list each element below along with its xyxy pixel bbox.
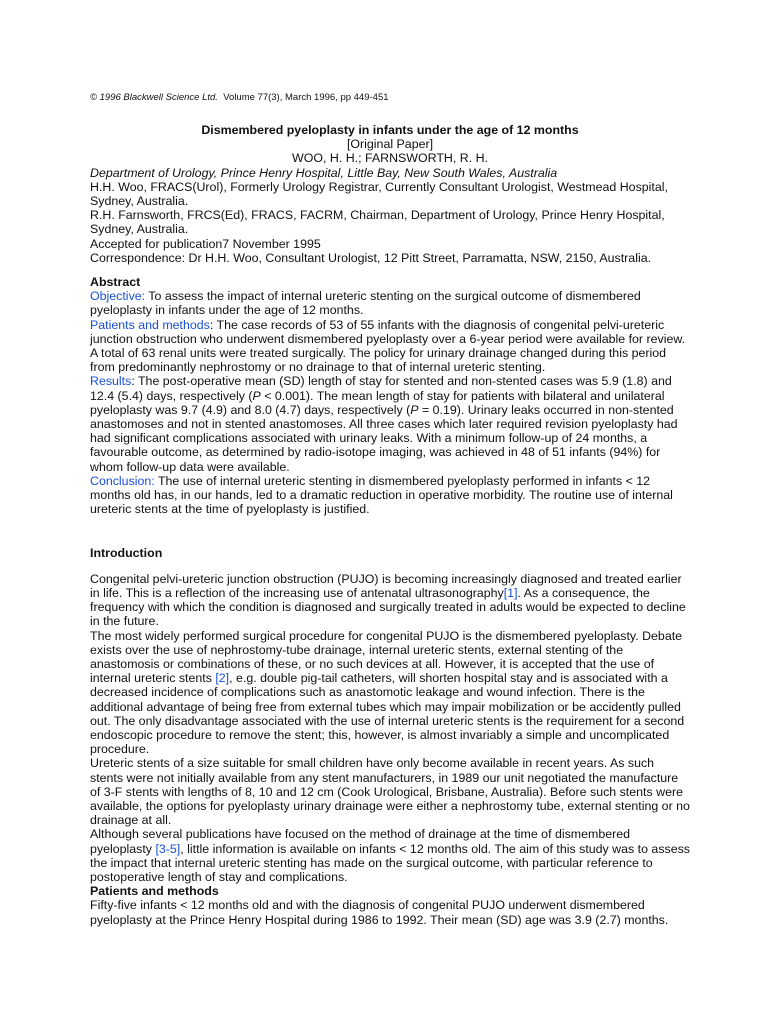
accepted-date: Accepted for publication7 November 1995 bbox=[90, 236, 321, 251]
conclusion-text: The use of internal ureteric stenting in dismembered pyeloplasty performed in infants < 12 months old has, in our hands, led to a dramatic reduction in operative morbidity. The routine use of internal ureteric stents at the time of pyeloplasty is justified. bbox=[90, 473, 673, 517]
article-title: Dismembered pyeloplasty in infants under the age of 12 months bbox=[201, 123, 579, 137]
results-text-3: = 0.19). Urinary leaks occurred in non-stented anastomoses and not in stented anastomoses. All three cases which later required revision pyeloplasty had had significant complications associated with urinary leaks. With a minimum follow-up of 24 months, a favourable outcome, as determined by radio-isotope imaging, was achieved in 48 of 51 infants (94%) for whom follow-up data were available. bbox=[90, 402, 678, 474]
patients-methods-heading: Patients and methods bbox=[90, 884, 219, 899]
intro-paragraph-2 bbox=[90, 629, 690, 757]
introduction-heading: Introduction bbox=[90, 546, 163, 561]
intro-paragraph-4 bbox=[90, 827, 690, 884]
section-gap bbox=[90, 516, 690, 530]
intro-p4-text-a: Although several publications have focused on the method of drainage at the time of dismembered pyeloplasty bbox=[90, 827, 631, 856]
methods-label: Patients and methods bbox=[90, 317, 210, 332]
reference-link-1[interactable]: [1] bbox=[503, 585, 518, 600]
intro-p1-text-b: . As a consequence, the frequency with which the condition is diagnosed and surgically treated in adults would be expected to decline in the future. bbox=[90, 585, 686, 629]
affiliation: Department of Urology, Prince Henry Hospital, Little Bay, New South Wales, Australia bbox=[90, 165, 558, 180]
publisher: 1996 Blackwell Science Ltd. bbox=[99, 92, 218, 103]
abstract-heading: Abstract bbox=[90, 275, 141, 290]
abstract-methods bbox=[90, 318, 690, 375]
intro-p1-text-a: Congenital pelvi-ureteric junction obstruction (PUJO) is becoming increasingly diagnosed and treated earlier in life. This is a reflection of the increasing use of antenatal ultrasonography bbox=[90, 571, 682, 600]
objective-text: To assess the impact of internal ureteric stenting on the surgical outcome of dismembered pyeloplasty in infants under the age of 12 months. bbox=[90, 289, 641, 318]
reference-link-3-5[interactable]: [3-5] bbox=[155, 841, 181, 856]
results-text-1: : The post-operative mean (SD) length of stay for stented and non-stented cases was 5.9 (1.8) and 12.4 (5.4) days, respectively ( bbox=[90, 374, 672, 403]
abstract-conclusion bbox=[90, 474, 690, 517]
conclusion-label: Conclusion: bbox=[90, 473, 155, 488]
p-value-symbol: P bbox=[252, 388, 261, 403]
article-authors: WOO, H. H.; FARNSWORTH, R. H. bbox=[292, 151, 488, 166]
author-note-farnsworth: R.H. Farnsworth, FRCS(Ed), FRACS, FACRM, Chairman, Department of Urology, Prince Henry Hospital, Sydney, Australia. bbox=[90, 208, 665, 237]
correspondence: Correspondence: Dr H.H. Woo, Consultant Urologist, 12 Pitt Street, Parramatta, NSW, 2150, Australia. bbox=[90, 250, 652, 265]
copyright-symbol: © bbox=[90, 92, 97, 103]
methods-paragraph-1: Fifty-five infants < 12 months old and with the diagnosis of congenital PUJO underwent dismembered pyeloplasty at the Prince Henry Hospital during 1986 to 1992. Their mean (SD) age was 3.9 (2.7) months. bbox=[90, 898, 669, 927]
intro-p4-text-b: , little information is available on infants < 12 months old. The aim of this study was to assess the impact that internal ureteric stenting has made on the surgical outcome, with particular reference to postoperative length of stay and complications. bbox=[90, 841, 690, 884]
article-content bbox=[90, 92, 690, 927]
reference-link-2[interactable]: [2] bbox=[215, 671, 230, 686]
abstract-results bbox=[90, 374, 690, 473]
article-type: [Original Paper] bbox=[346, 137, 434, 152]
author-note-woo: H.H. Woo, FRACS(Urol), Formerly Urology Registrar, Currently Consultant Urologist, Westmead Hospital, Sydney, Australia. bbox=[90, 179, 668, 209]
copyright-line bbox=[90, 92, 690, 104]
results-label: Results bbox=[90, 374, 132, 389]
methods-text: : The case records of 53 of 55 infants with the diagnosis of congenital pelvi-ureteric junction obstruction who underwent dismembered pyeloplasty over a 6-year period were available for review. A total of 63 renal units were treated surgically. The policy for urinary drainage changed during this period from predominantly nephrostomy or no drainage to that of internal ureteric stenting. bbox=[90, 317, 686, 375]
p-value-symbol: P bbox=[410, 402, 419, 417]
abstract-objective bbox=[90, 289, 690, 317]
citation: Volume 77(3), March 1996, pp 449-451 bbox=[223, 92, 389, 103]
objective-label: Objective: bbox=[90, 289, 146, 304]
intro-p2-text-b: , e.g. double pig-tail catheters, will shorten hospital stay and is associated with a decreased incidence of complications such as anastomotic leakage and wound infection. There is the additional advantage of being free from external tubes which may impair mobilization or be accidently pulled out. The only disadvantage associated with the use of internal ureteric stents is the requirement for a second endoscopic procedure to remove the stent; this, however, is almost invariably a simple and uncomplicated procedure. bbox=[90, 671, 685, 757]
intro-paragraph-3: Ureteric stents of a size suitable for small children have only become available in recent years. As such stents were not initially available from any stent manufacturers, in 1989 our unit negotiated the manufacture of 3-F stents with lengths of 8, 10 and 12 cm (Cook Urological, Brisbane, Australia). Before such stents were available, the options for pyeloplasty urinary drainage were either a nephrostomy tube, external stenting or no drainage at all. bbox=[90, 756, 690, 828]
results-text-2: < 0.001). The mean length of stay for patients with bilateral and unilateral pyeloplasty was 9.7 (4.9) and 8.0 (4.7) days, respectively ( bbox=[90, 388, 665, 417]
intro-p2-text-a: The most widely performed surgical procedure for congenital PUJO is the dismembered pyeloplasty. Debate exists over the use of nephrostomy-tube drainage, internal ureteric stents, external stenting of the anastomosis or combinations of these, or no such devices at all. However, it is accepted that the use of internal ureteric stents bbox=[90, 628, 683, 686]
intro-paragraph-1 bbox=[90, 572, 690, 629]
